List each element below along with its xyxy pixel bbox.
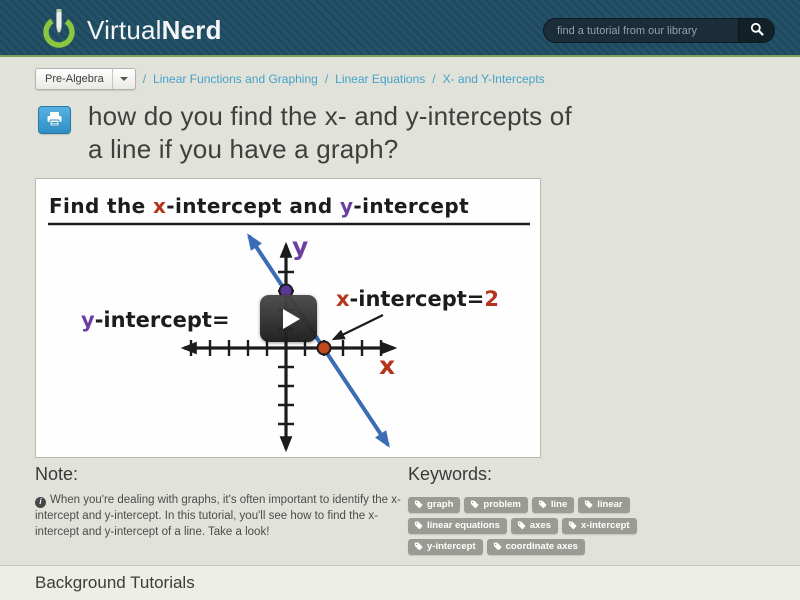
subject-dropdown-label: Pre-Algebra <box>45 73 104 85</box>
play-button[interactable] <box>260 295 317 342</box>
x-intercept-point <box>318 342 331 355</box>
info-icon: i <box>35 497 46 508</box>
breadcrumb-separator: / <box>324 72 329 86</box>
print-button[interactable] <box>38 106 71 134</box>
subject-dropdown[interactable] <box>35 68 136 90</box>
keyword-tag[interactable]: linear equations <box>408 518 507 534</box>
search-icon <box>750 22 764 39</box>
breadcrumb-separator: / <box>432 72 436 86</box>
breadcrumb-separator: / <box>142 72 147 86</box>
search-bar <box>543 18 775 43</box>
brand-name: VirtualNerd <box>87 15 222 45</box>
site-header <box>0 0 800 57</box>
x-intercept-arrow <box>334 315 383 339</box>
note-heading: Note: <box>35 464 79 484</box>
play-icon <box>283 309 300 329</box>
tag-icon <box>470 500 479 509</box>
keyword-tag[interactable]: graph <box>408 497 460 513</box>
note-text: i When you're dealing with graphs, it's often important to identify the x-intercept and y-intercept. In this tutorial, you'll see how to find the x-intercept and y-intercept of a line. Take a look! <box>35 494 401 538</box>
keywords-heading: Keywords: <box>408 464 493 484</box>
keyword-tag[interactable]: y-intercept <box>408 539 483 555</box>
y-axis-label: y <box>292 232 309 261</box>
background-tutorials-heading: Background Tutorials <box>35 573 195 592</box>
breadcrumb-link-intercepts[interactable]: X- and Y-Intercepts <box>442 72 545 86</box>
brand-logo[interactable] <box>40 6 222 55</box>
tag-icon <box>517 521 526 530</box>
chevron-down-icon <box>112 69 135 89</box>
x-intercept-label: x-intercept=2 <box>336 287 500 311</box>
tag-icon <box>568 521 577 530</box>
x-axis-label: x <box>379 351 396 380</box>
video-thumbnail[interactable] <box>35 178 541 458</box>
breadcrumb-link-linear-functions[interactable]: Linear Functions and Graphing <box>153 72 318 86</box>
search-input[interactable] <box>544 19 738 42</box>
keyword-tag[interactable]: x-intercept <box>562 518 637 534</box>
keyword-tag[interactable]: axes <box>511 518 558 534</box>
tag-icon <box>414 500 423 509</box>
keyword-tags <box>408 497 682 555</box>
breadcrumb-link-linear-equations[interactable]: Linear Equations <box>335 72 426 86</box>
printer-icon <box>46 111 63 130</box>
tag-icon <box>414 521 423 530</box>
page-title: how do you find the x- and y-intercepts of a line if you have a graph? <box>88 101 572 164</box>
tag-icon <box>493 542 502 551</box>
video-headline: Find the x-intercept and y-intercept <box>49 194 470 218</box>
tag-icon <box>414 542 423 551</box>
keyword-tag[interactable]: line <box>532 497 574 513</box>
keyword-tag[interactable]: problem <box>464 497 527 513</box>
tag-icon <box>584 500 593 509</box>
keyword-tag[interactable]: coordinate axes <box>487 539 585 555</box>
breadcrumb <box>35 68 545 90</box>
y-intercept-label: y-intercept= <box>81 308 230 332</box>
search-button[interactable] <box>738 19 774 42</box>
background-tutorials-bar <box>0 565 800 600</box>
power-pencil-logo-icon <box>40 6 78 55</box>
keyword-tag[interactable]: linear <box>578 497 629 513</box>
tag-icon <box>538 500 547 509</box>
